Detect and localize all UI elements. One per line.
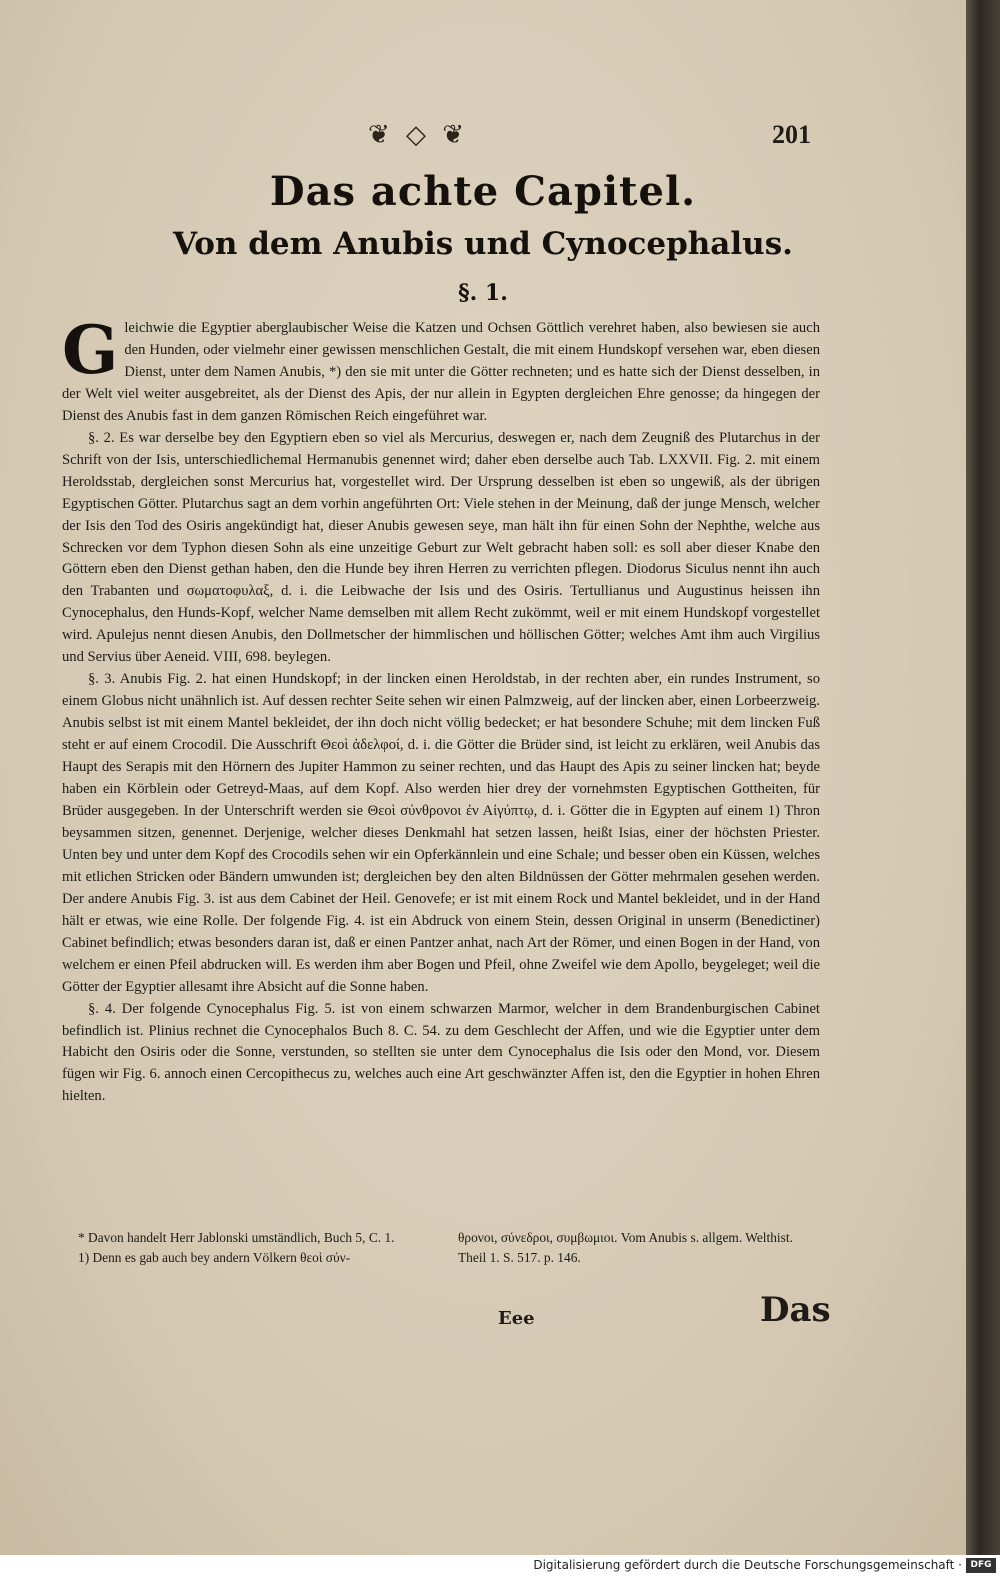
header-ornament: ❦ ◇ ❦ (368, 120, 469, 150)
paragraph-1-text: leichwie die Egyptier aberglaubischer Weise die Katzen und Ochsen Göttlich verehret haben, also bewiesen sie auch den Hunden, oder vielmehr einer gewissen menschlichen Gestalt, die mit einem Hundskopf versehen war, eben diesen Dienst, unter dem Namen Anubis, *) den sie mit unter die Götter rechneten; und es hatte sich der Dienst desselben, in der Welt viel weiter ausgebreitet, als der Dienst des Apis, der nur allein in Egypten dergleichen Ehre genosse; da hingegen der Dienst des Anubis fast in dem ganzen Römischen Reich eingeführet war. (62, 320, 820, 424)
footnote-1: 1) Denn es gab auch bey andern Völkern θεοὶ σύν- (78, 1250, 351, 1265)
book-binding-edge (966, 0, 1000, 1577)
section-heading: §. 1. (458, 280, 508, 306)
chapter-title: Das achte Capitel. (269, 168, 697, 215)
dfg-logo: DFG (966, 1558, 996, 1573)
catchword: Das (760, 1290, 831, 1330)
footnote-continuation: θρονοι, σύνεδροι, συμβωμιοι. Vom Anubis s. allgem. Welthist. Theil 1. S. 517. p. 146. (458, 1230, 793, 1265)
footnotes-left-column (78, 1228, 438, 1268)
page-number: 201 (772, 120, 811, 149)
footnotes-right-column (458, 1228, 820, 1268)
signature-mark: Eee (498, 1308, 535, 1329)
drop-cap: G (62, 311, 119, 389)
paragraph-1 (62, 311, 820, 428)
footnote-star: * Davon handelt Herr Jablonski umständlich, Buch 5, C. 1. (78, 1230, 395, 1245)
paragraph-2: §. 2. Es war derselbe bey den Egyptiern eben so viel als Mercurius, deswegen er, nach dem Zeugniß des Plutarchus in der Schrift von der Isis, unterschiedlichemal Hermanubis genennet wird; daher eben derselbe auch Tab. LXXVII. Fig. 2. mit einem Heroldsstab, dergleichen sonst Mercurius hat, vorgestellet wird. Der Ursprung desselben ist eben so ungewiß, als der übrigen Egyptischen Götter. Plutarchus sagt an dem vorhin angeführten Ort: Viele stehen in der Meinung, daß der junge Mensch, welcher der Isis den Tod des Osiris angekündigt hat, dieser Anubis gewesen seye, man hält ihn für einen Sohn der Nephthe, welche aus Schrecken vor dem Typhon diesen Sohn als eine unzeitige Geburt zur Welt gebracht haben soll: es soll aber dieser Knabe den Göttern eben den Dienst gethan haben, den die Hunde bey ihren Herren zu verrichten pflegen. Diodorus Siculus nennt ihn auch den Trabanten und σωματοφυλαξ, d. i. die Leibwache der Isis und des Osiris. Tertullianus und Augustinus heissen ihn Cynocephalus, den Hunds-Kopf, welcher Name demselben mit allem Recht zukömmt, weil er mit einem Hundskopf vorgestellet wird. Apulejus nennt diesen Anubis, den Dollmetscher der himmlischen und höllischen Götter; welches Amt ihm auch Virgilius und Servius über Aeneid. VIII, 698. beylegen. (62, 429, 820, 666)
page-header (0, 118, 966, 162)
body-text (62, 311, 820, 1108)
paragraph-3: §. 3. Anubis Fig. 2. hat einen Hundskopf; in der lincken einen Heroldstab, in der rechten aber, ein rundes Instrument, so einem Globus nicht unähnlich ist. Auf dessen rechter Seite sehen wir einen Palmzweig, auf der lincken aber, einen Lorbeerzweig. Anubis selbst ist mit einem Mantel bekleidet, der ihn doch nicht völlig bedecket; er hat besondere Schuhe; mit dem lincken Fuß steht er auf einem Crocodil. Die Ausschrift Θεοὶ ἀδελφοί, d. i. die Götter die Brüder sind, ist leicht zu erklären, weil Anubis das Haupt des Serapis mit den Hörnern des Jupiter Hammon zu seiner rechten, und das Haupt des Apis zu seiner lincken hat; beyde haben ein Körblein oder Getreyd-Maas, auf dem Kopf. Also werden hier drey der vornehmsten Egyptischen Gottheiten, für Brüder ausgegeben. In der Unterschrift werden sie Θεοὶ σύνθρονοι ἐν Αἰγύπτῳ, d. i. Götter die in Egypten auf einem 1) Thron beysammen sitzen, genennet. Derjenige, welcher dieses Denkmahl hat setzen lassen, heißt Isias, einer der höchsten Priester. Unten bey und unter dem Kopf des Crocodils sehen wir ein Opferkännlein und eine Schale; und besser oben ein Küssen, welches mit etlichen Stricken oder Bändern umwunden ist; dergleichen bey den alten Bildnüssen der Götter mehrmalen gesehen werden. Der andere Anubis Fig. 3. ist aus dem Cabinet der Heil. Genovefe; er ist mit einem Rock und Mantel bekleidet, und in der Hand hält er etwas, wie eine Rolle. Der folgende Fig. 4. ist ein Abdruck von einem Stein, dessen Original in unserm (Benedictiner) Cabinet befindlich; etwas besonders daran ist, daß er einen Pantzer anhat, nach Art der Römer, und einen Bogen in der Hand, von welchem er einen Pfeil abdrucken will. Es werden ihm aber Bogen und Pfeil, ohne Zweifel wie dem Apollo, beygeleget; weil die Götter der Egyptier allesamt ihre Absicht auf die Sonne haben. (62, 671, 820, 995)
paragraph-4: §. 4. Der folgende Cynocephalus Fig. 5. ist von einem schwarzen Marmor, welcher in dem Brandenburgischen Cabinet befindlich ist. Plinius rechnet die Cynocephalos Buch 8. C. 54. zu dem Geschlecht der Affen, und wie die Egyptier unter dem Habicht den Osiris oder die Sonne, verstunden, so stellten sie unter dem Cynocephalus die Isis oder den Mond, vor. Diesem fügen wir Fig. 6. annoch einen Cercopithecus zu, welches auch eine Art geschwänzter Affen ist, den die Egyptier in hohen Ehren hielten. (62, 1000, 820, 1105)
digitization-footer (0, 1555, 1000, 1577)
chapter-subtitle: Von dem Anubis und Cynocephalus. (173, 226, 793, 262)
funding-credit: Digitalisierung gefördert durch die Deutsche Forschungsgemeinschaft · (533, 1558, 962, 1572)
